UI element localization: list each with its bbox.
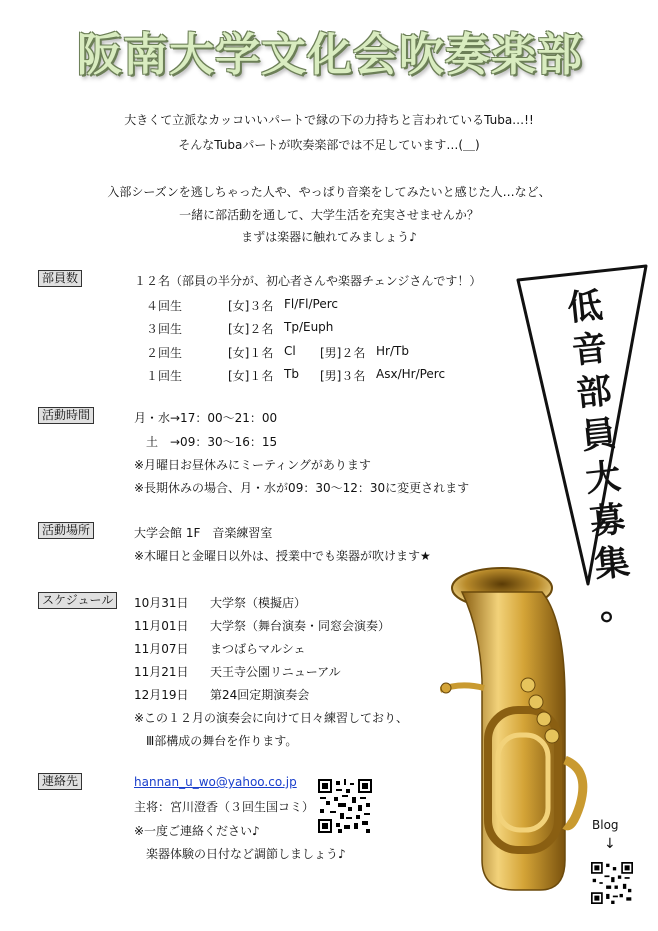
contact-email-link[interactable]: hannan_u_wo@yahoo.co.jp (134, 775, 297, 789)
contact-label: 連絡先 (38, 773, 82, 790)
page-title: 阪南大学文化会吹奏楽部 (76, 28, 583, 81)
member-year: ３回生 (146, 322, 183, 336)
banner-char: 。 (597, 584, 637, 629)
contact-note-2: 楽器体験の日付など調節しましょう♪ (146, 847, 346, 861)
intro-line-3: 入部シーズンを逃しちゃった人や、やっぱり音楽をしてみたいと感じた人…など、 (107, 185, 551, 199)
contact-qr-code-icon[interactable] (318, 779, 372, 833)
activity-place-note: ※木曜日と金曜日以外は、授業中でも楽器が吹けます★ (134, 549, 431, 563)
schedule-note-2: Ⅲ部構成の舞台を作ります。 (146, 734, 298, 748)
activity-time-note-1: ※月曜日お昼休みにミーティングがあります (134, 458, 371, 472)
members-total: １２名（部員の半分が、初心者さんや楽器チェンジさんです！） (134, 274, 482, 288)
member-year: ４回生 (146, 299, 183, 313)
schedule-date: 11月07日 (134, 642, 189, 656)
activity-time-saturday: 土 →09：30～16：15 (146, 435, 278, 449)
blog-label: Blog (592, 818, 619, 832)
schedule-date: 12月19日 (134, 688, 189, 702)
intro-line-4: 一緒に部活動を通して、大学生活を充実させませんか？ (179, 208, 479, 222)
banner-char: 低 (565, 284, 605, 330)
schedule-event: まつばらマルシェ (210, 642, 306, 656)
schedule-date: 11月21日 (134, 665, 189, 679)
contact-captain: 主将：宮川澄香（３回生国コミ） (134, 800, 315, 814)
schedule-event: 大学祭（模擬店） (210, 596, 307, 610)
member-male-inst: Hr/Tb (376, 344, 409, 358)
schedule-event: 大学祭（舞台演奏・同窓会演奏） (210, 619, 391, 633)
schedule-date: 11月01日 (134, 619, 189, 633)
blog-arrow-icon: ↓ (604, 836, 616, 852)
member-female-inst: Tp/Euph (284, 320, 334, 334)
banner-char: 部 (574, 370, 614, 415)
member-male: [男]２名 (320, 346, 366, 360)
intro-line-5: まずは楽器に触れてみましょう♪ (241, 230, 417, 244)
schedule-label: スケジュール (38, 592, 117, 609)
banner-char: 大 (583, 455, 623, 501)
banner-char: 音 (570, 327, 610, 372)
contact-note-1: ※一度ご連絡ください♪ (134, 824, 260, 838)
schedule-event: 天王寺公園リニューアル (210, 665, 341, 679)
members-label: 部員数 (38, 270, 82, 287)
member-year: １回生 (146, 369, 183, 383)
member-female: [女]２名 (228, 322, 274, 336)
intro-line-2: そんなTubaパートが吹奏楽部では不足しています…(＿) (178, 138, 480, 152)
member-female: [女]１名 (228, 346, 274, 360)
schedule-note-1: ※この１２月の演奏会に向けて日々練習しており、 (134, 711, 409, 725)
schedule-date: 10月31日 (134, 596, 189, 610)
activity-place-label: 活動場所 (38, 522, 94, 539)
member-female: [女]３名 (228, 299, 274, 313)
member-male: [男]３名 (320, 369, 366, 383)
activity-time-note-2: ※長期休みの場合、月・水が09：30～12：30に変更されます (134, 481, 470, 495)
activity-time-label: 活動時間 (38, 407, 94, 424)
banner-char: 員 (579, 413, 619, 458)
member-female-inst: Tb (284, 367, 299, 381)
activity-place-room: 大学会館 1F 音楽練習室 (134, 526, 273, 540)
member-year: ２回生 (146, 346, 183, 360)
schedule-event: 第24回定期演奏会 (210, 688, 310, 702)
member-female-inst: Fl/Fl/Perc (284, 297, 339, 311)
tuba-icon (440, 560, 600, 895)
member-male-inst: Asx/Hr/Perc (376, 367, 446, 381)
member-female-inst: Cl (284, 344, 296, 358)
member-female: [女]１名 (228, 369, 274, 383)
intro-line-1: 大きくて立派なカッコいいパートで縁の下の力持ちと言われているTuba…!! (124, 113, 534, 127)
banner-char: 募 (588, 498, 628, 544)
activity-time-weekday: 月・水→17：00～21：00 (134, 411, 278, 425)
banner-char: 集 (592, 541, 632, 586)
